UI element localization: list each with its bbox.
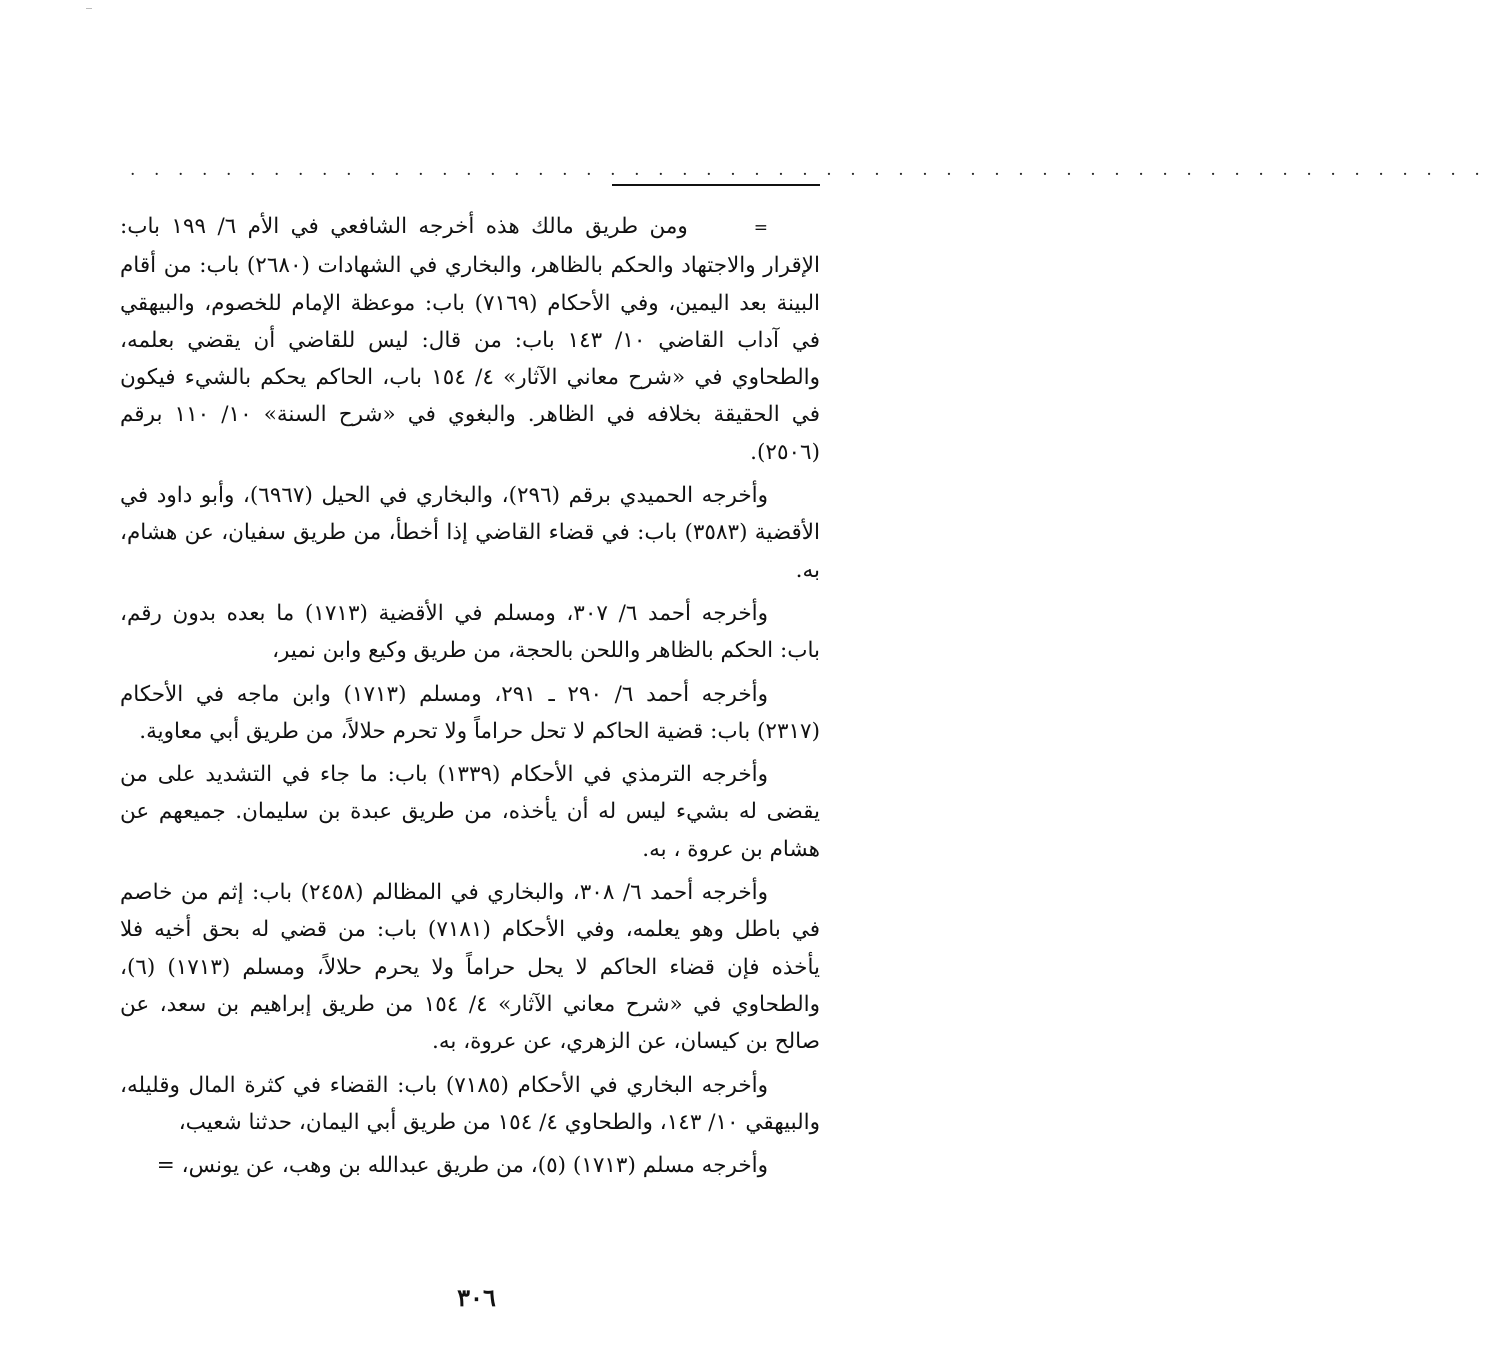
footnote-paragraph: وأخرجه الحميدي برقم (٢٩٦)، والبخاري في الحيل (٦٩٦٧)، وأبو داود في الأقضية (٣٥٨٣) باب: في قضاء القاضي إذا أخطأ، من طريق سفيان، عن هشام، به.: [120, 483, 820, 583]
footnote-paragraph-text: ومن طريق مالك هذه أخرجه الشافعي في الأم ٦/ ١٩٩ باب: الإقرار والاجتهاد والحكم بالظاهر، والبخاري في الشهادات (٢٦٨٠) باب: من أقام البينة بعد اليمين، وفي الأحكام (٧١٦٩) باب: موعظة الإمام للخصوم، والبيهقي في آداب القاضي ١٠/ ١٤٣ باب: من قال: ليس للقاضي أن يقضي بعلمه، والطحاوي في «شرح معاني الآثار» ٤/ ١٥٤ باب، الحاكم يحكم بالشيء فيكون في الحقيقة بخلافه في الظاهر. والبغوي في «شرح السنة» ١٠/ ١١٠ برقم (٢٥٠٦).: [120, 214, 821, 465]
footnote-block: [120, 208, 820, 1184]
footnote-paragraph: [120, 208, 820, 471]
scan-mark: [86, 8, 92, 9]
footnote-paragraph: وأخرجه البخاري في الأحكام (٧١٨٥) باب: القضاء في كثرة المال وقليله، والبيهقي ١٠/ ١٤٣، والطحاوي ٤/ ١٥٤ من طريق أبي اليمان، حدثنا شعيب،: [120, 1072, 820, 1135]
footnote-rule: [612, 184, 820, 186]
footnote-paragraph: وأخرجه أحمد ٦/ ٣٠٧، ومسلم في الأقضية (١٧١٣) ما بعده بدون رقم، باب: الحكم بالظاهر واللحن بالحجة، من طريق وكيع وابن نمير،: [120, 600, 820, 664]
footnote-paragraph: وأخرجه مسلم (١٧١٣) (٥)، من طريق عبدالله بن وهب، عن يونس، =: [156, 1153, 768, 1179]
page-number: ٣٠٦: [457, 1283, 496, 1312]
separator-dots: . . . . . . . . . . . . . . . . . . . . . . . . . . . . . . . . . . . . . . . . . . . . . . . . . . . . . . . . .: [130, 160, 1486, 180]
footnote-paragraph: وأخرجه أحمد ٦/ ٣٠٨، والبخاري في المظالم (٢٤٥٨) باب: إثم من خاصم في باطل وهو يعلمه، وفي الأحكام (٧١٨١) باب: من قضي له بحق أخيه فلا يأخذه فإن قضاء الحاكم لا يحل حراماً ولا يحرم حلالاً، ومسلم (١٧١٣) (٦)، والطحاوي في «شرح معاني الآثار» ٤/ ١٥٤ من طريق إبراهيم بن سعد، عن صالح بن كيسان، عن الزهري، عن عروة، به.: [120, 880, 820, 1055]
footnote-paragraph: وأخرجه أحمد ٦/ ٢٩٠ ـ ٢٩١، ومسلم (١٧١٣) وابن ماجه في الأحكام (٢٣١٧) باب: قضية الحاكم لا تحل حراماً ولا تحرم حلالاً، من طريق أبي معاوية.: [120, 681, 820, 744]
continuation-mark: =: [753, 218, 768, 238]
footnote-paragraph: وأخرجه الترمذي في الأحكام (١٣٣٩) باب: ما جاء في التشديد على من يقضى له بشيء ليس له أن يأخذه، من طريق عبدة بن سليمان. جميعهم عن هشام بن عروة ، به.: [120, 762, 820, 862]
